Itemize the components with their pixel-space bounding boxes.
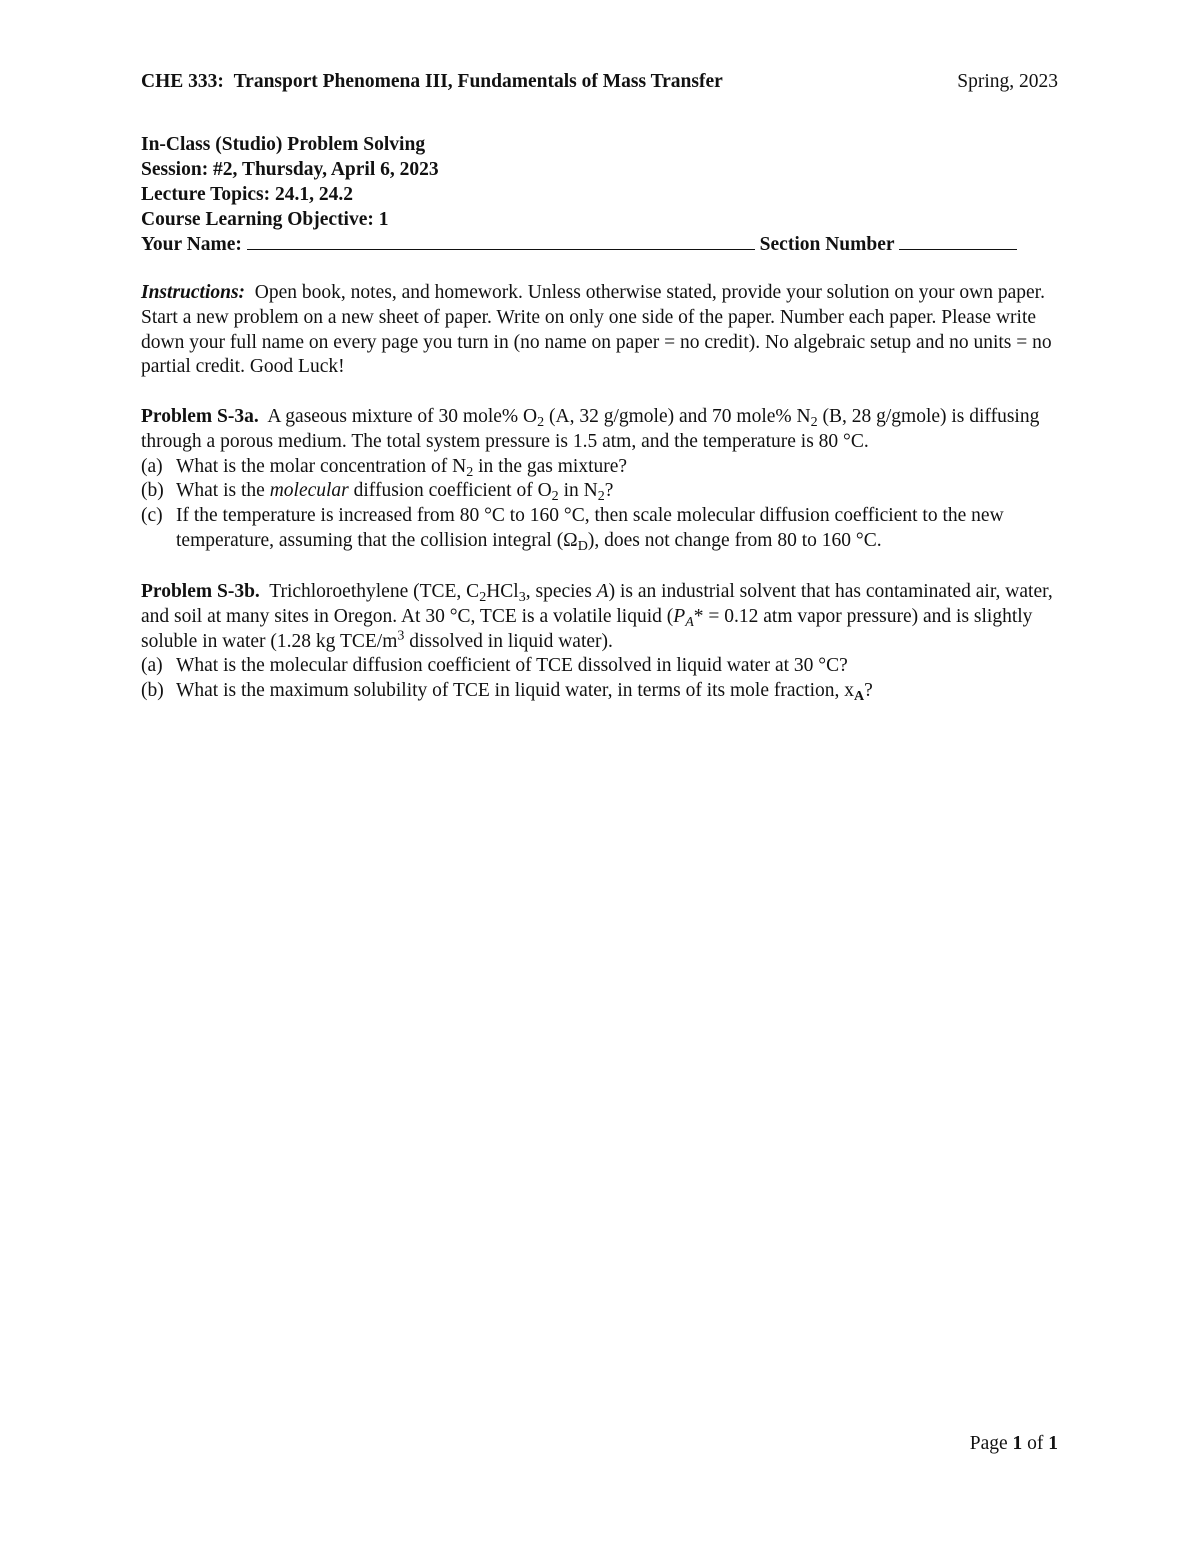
- part-label: (a): [141, 655, 163, 677]
- problem-s3b-text-3: , species: [525, 581, 597, 602]
- problem-s3b-label: Problem S-3b.: [141, 581, 260, 602]
- problem-s3b-part-a: [141, 654, 1059, 679]
- part-text: ), does not change from 80 to 160 °C.: [587, 529, 882, 551]
- instructions-text: Open book, notes, and homework. Unless otherwise stated, provide your solution on your own paper. Start a new problem on a new sheet of paper. Write on only one side of the paper. Number each paper. Please write down your full name on every page you turn in (no name on paper = no credit). No algebraic setup and no units = no partial credit. Good Luck!: [141, 282, 1052, 378]
- part-label: (b): [141, 680, 164, 702]
- term-label: Spring, 2023: [957, 71, 1058, 92]
- part-label: (b): [141, 480, 164, 502]
- subscript: 3: [518, 588, 526, 605]
- of-word: of: [1027, 1433, 1044, 1454]
- part-text: If the temperature is increased from 80 °C to 160 °C, then scale molecular diffusion coefficient to the new temperature, assuming that the collision integral (Ω: [176, 505, 1004, 551]
- session-type: In-Class (Studio) Problem Solving: [141, 134, 426, 155]
- subscript: 2: [551, 488, 559, 505]
- part-text: What is the molecular diffusion coefficient of TCE dissolved in liquid water at 30 °C?: [176, 655, 848, 677]
- name-section-line: [141, 232, 1058, 257]
- subscript: A: [854, 688, 865, 705]
- problem-s3a-intro: [141, 405, 1059, 455]
- problem-s3b-text-5: * = 0.12 atm vapor pressure) and is slightly soluble in water (1.28 kg TCE/m: [141, 605, 1033, 652]
- lecture-topics: Lecture Topics: 24.1, 24.2: [141, 184, 353, 205]
- species-symbol: A: [596, 581, 609, 602]
- course-title: Transport Phenomena III, Fundamentals of Mass Transfer: [233, 71, 723, 92]
- superscript: 3: [397, 626, 405, 643]
- page-number: 1: [1012, 1433, 1023, 1454]
- part-text: ?: [864, 680, 873, 702]
- part-text: in N: [558, 480, 598, 502]
- problem-s3a-part-a: [141, 455, 1059, 480]
- part-text: in the gas mixture?: [473, 455, 628, 477]
- part-text: ?: [604, 480, 614, 502]
- session-date: Session: #2, Thursday, April 6, 2023: [141, 159, 439, 180]
- problem-s3b: [141, 580, 1059, 704]
- part-text: diffusion coefficient of O: [348, 480, 552, 502]
- instructions: [141, 281, 1059, 380]
- pressure-symbol: P: [673, 605, 686, 627]
- emphasis: molecular: [269, 480, 349, 502]
- problem-s3a-text-3: (B, 28 g/gmole) is diffusing through a porous medium. The total system pressure is 1.5 atm, and the temperature is 80 °C.: [141, 406, 1040, 452]
- problem-s3a-part-c: [141, 504, 1059, 554]
- subscript: 2: [597, 488, 605, 505]
- course-heading: [141, 71, 723, 93]
- subscript: 2: [479, 588, 487, 605]
- problem-s3b-part-b: [141, 679, 1059, 704]
- problem-s3b-text-6: dissolved in liquid water).: [404, 630, 613, 652]
- instructions-label: Instructions:: [141, 282, 246, 303]
- pressure-subscript: A: [685, 613, 694, 630]
- part-text: What is the: [176, 480, 270, 502]
- section-label: Section Number: [759, 234, 895, 255]
- subscript: 2: [466, 463, 474, 480]
- learning-objective: Course Learning Objective: 1: [141, 209, 389, 230]
- part-label: (c): [141, 505, 163, 527]
- name-blank[interactable]: [247, 232, 755, 250]
- problem-s3b-text-2: HCl: [486, 581, 519, 602]
- problem-s3a-label: Problem S-3a.: [141, 406, 259, 427]
- problem-s3a-text-2: (A, 32 g/gmole) and 70 mole% N: [544, 406, 811, 427]
- part-text: What is the molar concentration of N: [176, 455, 467, 477]
- session-info: [141, 132, 1058, 257]
- page-word: Page: [969, 1433, 1008, 1454]
- problem-s3a-part-b: [141, 479, 1059, 504]
- o2-subscript: 2: [537, 413, 545, 430]
- problem-s3b-text-4: ) is an industrial solvent that has contaminated air, water, and soil at many sites in Oregon. At 30 °C, TCE is a volatile liquid (: [141, 581, 1053, 627]
- n2-subscript: 2: [810, 413, 818, 430]
- problem-s3a: [141, 405, 1059, 554]
- subscript: D: [577, 537, 588, 554]
- part-text: What is the maximum solubility of TCE in liquid water, in terms of its mole fraction, x: [176, 680, 855, 702]
- part-label: (a): [141, 455, 163, 477]
- course-code: CHE 333:: [141, 71, 224, 92]
- problem-s3a-text-1: A gaseous mixture of 30 mole% O: [267, 406, 538, 427]
- name-label: Your Name:: [141, 234, 242, 255]
- page-footer: [970, 1433, 1058, 1455]
- problem-s3b-intro: [141, 580, 1059, 654]
- page-header: [141, 71, 1058, 99]
- page-total: 1: [1048, 1433, 1058, 1454]
- problem-s3b-text-1: Trichloroethylene (TCE, C: [269, 581, 480, 602]
- section-blank[interactable]: [899, 232, 1017, 250]
